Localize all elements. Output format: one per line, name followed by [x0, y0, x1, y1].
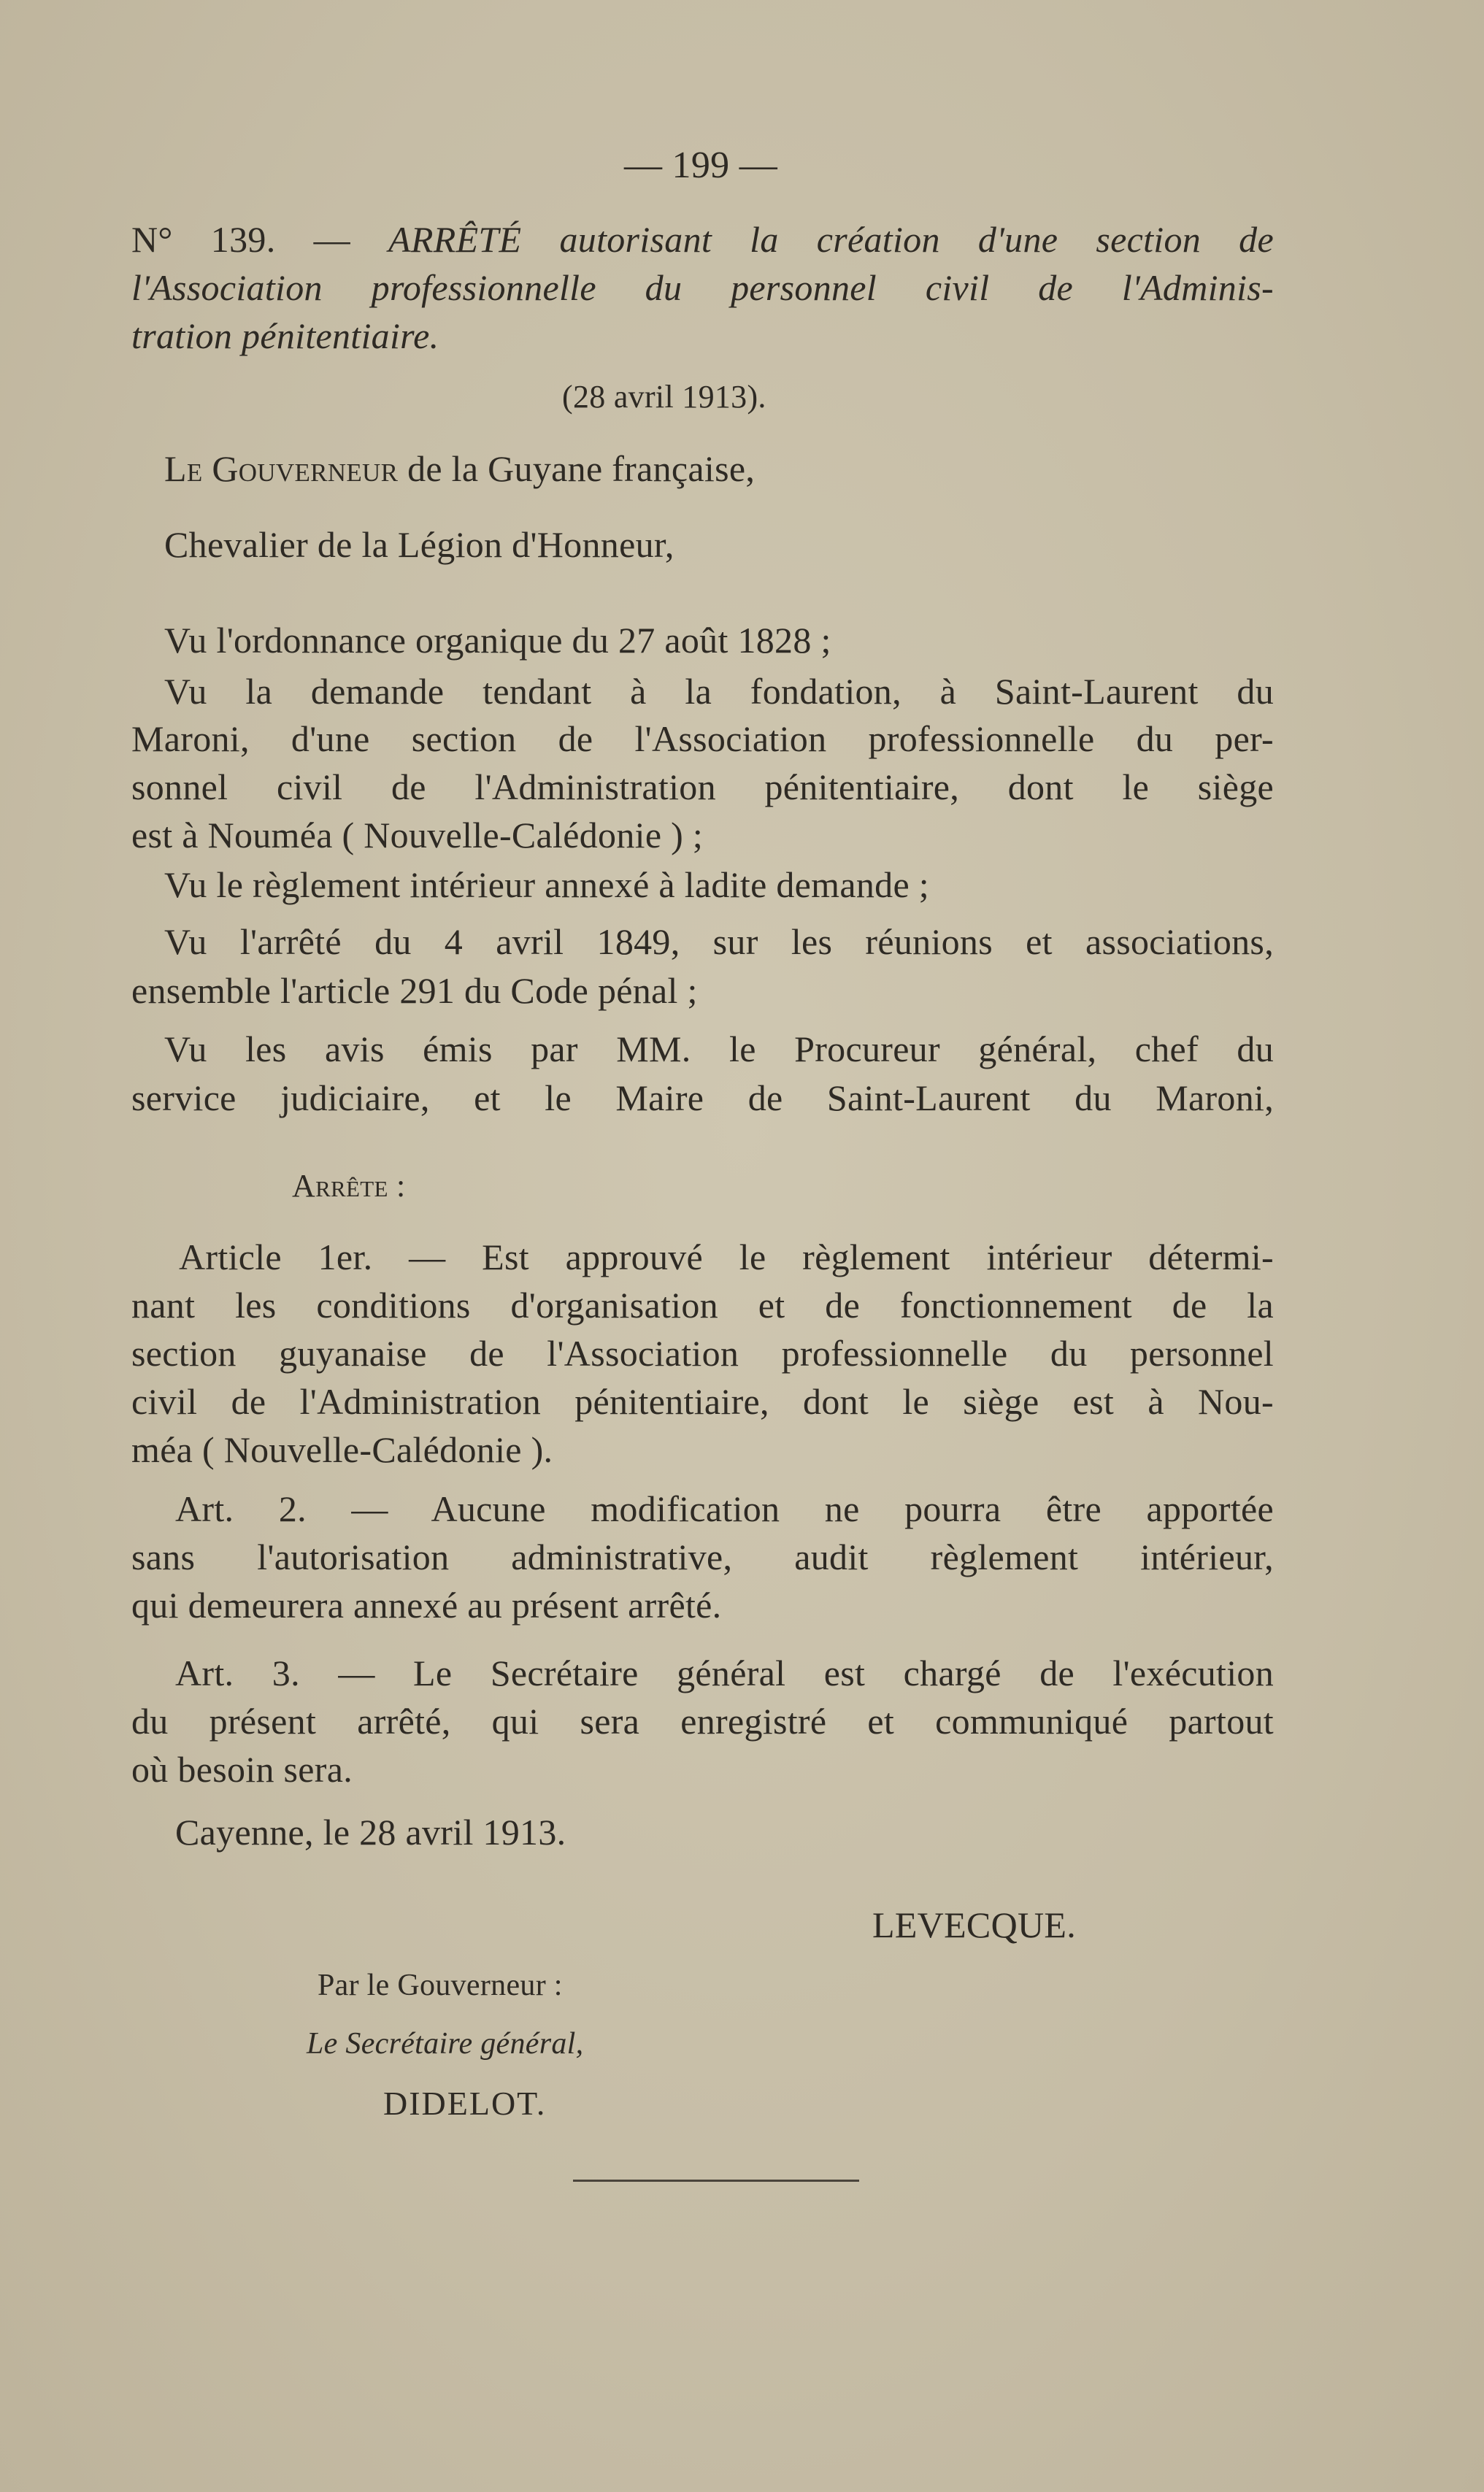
considerant-line: sonnel civil de l'Administration pénitentiaire, dont le siège: [131, 766, 1274, 807]
secretaire-general: Le Secrétaire général,: [307, 2027, 584, 2061]
decree-title-line-1: ARRÊTÉ autorisant la création d'une section de: [388, 219, 1274, 260]
page-number: — 199 —: [623, 145, 778, 186]
article-line: nant les conditions d'organisation et de fonctionnement de la: [131, 1285, 1274, 1326]
article-line: méa ( Nouvelle-Calédonie ).: [131, 1429, 553, 1470]
considerant-line: Vu les avis émis par MM. le Procureur général, chef du: [164, 1028, 1274, 1069]
heading-dash: —: [313, 219, 350, 260]
article-line: du présent arrêté, qui sera enregistré et communiqué partout: [131, 1701, 1274, 1742]
considerant-line: Vu l'arrêté du 4 avril 1849, sur les réunions et associations,: [164, 921, 1274, 962]
heading-line-1: [131, 216, 1274, 263]
article-line: section guyanaise de l'Association professionnelle du personnel: [131, 1333, 1274, 1374]
considerant-line: ensemble l'article 291 du Code pénal ;: [131, 970, 698, 1011]
governor-line: [164, 445, 755, 492]
decree-number: N° 139.: [131, 219, 276, 260]
signatory: LEVECQUE.: [872, 1904, 1077, 1945]
considerant-line: Maroni, d'une section de l'Association professionnelle du per-: [131, 718, 1274, 759]
secretaire-name: DIDELOT.: [383, 2085, 547, 2122]
governor-rest: de la Guyane française,: [398, 448, 756, 489]
article-line: où besoin sera.: [131, 1749, 353, 1790]
considerant-line: Vu le règlement intérieur annexé à ladite demande ;: [164, 864, 929, 905]
article-line: sans l'autorisation administrative, audit règlement intérieur,: [131, 1537, 1274, 1577]
par-le-gouverneur: Par le Gouverneur :: [318, 1969, 563, 2002]
article-line: Art. 3. — Le Secrétaire général est chargé de l'exécution: [175, 1653, 1274, 1693]
article-line: civil de l'Administration pénitentiaire, dont le siège est à Nou-: [131, 1381, 1274, 1422]
article-line: Art. 2. — Aucune modification ne pourra être apportée: [175, 1488, 1274, 1529]
closing-rule: [573, 2180, 859, 2182]
chevalier-line: Chevalier de la Légion d'Honneur,: [164, 524, 674, 565]
considerant-line: Vu la demande tendant à la fondation, à Saint-Laurent du: [164, 671, 1274, 712]
considerant-line: est à Nouméa ( Nouvelle-Calédonie ) ;: [131, 815, 704, 855]
decree-title-line-2: l'Association professionnelle du personnel civil de l'Adminis-: [131, 267, 1274, 308]
considerant-line: service judiciaire, et le Maire de Saint-Laurent du Maroni,: [131, 1077, 1274, 1118]
article-line: Article 1er. — Est approuvé le règlement intérieur détermi-: [179, 1237, 1274, 1277]
place-date: Cayenne, le 28 avril 1913.: [175, 1812, 566, 1853]
article-line: qui demeurera annexé au présent arrêté.: [131, 1585, 722, 1626]
decree-title-line-3: tration pénitentiaire.: [131, 315, 439, 356]
considerant-line: Vu l'ordonnance organique du 27 août 1828 ;: [164, 620, 831, 661]
governor-title: Le Gouverneur: [164, 448, 399, 489]
arrete-label: Arrête :: [292, 1168, 406, 1204]
decree-date: (28 avril 1913).: [562, 379, 766, 415]
